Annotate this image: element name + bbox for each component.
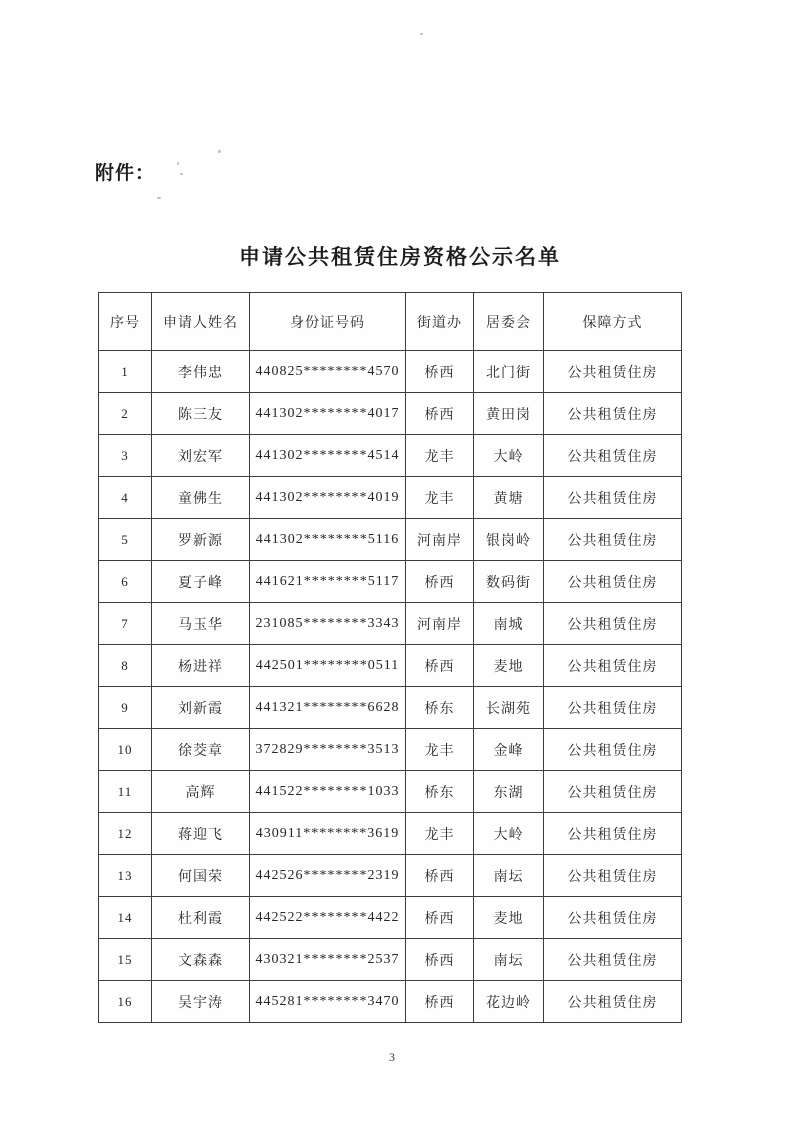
cell-id: 430911********3619 — [250, 813, 406, 855]
scan-speck — [157, 197, 161, 199]
table-row — [99, 939, 682, 981]
cell-street-office: 桥西 — [406, 855, 474, 897]
cell-street-office: 桥东 — [406, 687, 474, 729]
cell-street-office: 桥西 — [406, 981, 474, 1023]
cell-guarantee-type: 公共租赁住房 — [544, 477, 682, 519]
cell-name: 吴宇涛 — [152, 981, 250, 1023]
cell-residents-committee: 大岭 — [474, 435, 544, 477]
cell-no: 7 — [99, 603, 152, 645]
table-row — [99, 393, 682, 435]
cell-name: 夏子峰 — [152, 561, 250, 603]
cell-no: 6 — [99, 561, 152, 603]
table-header-row — [99, 293, 682, 351]
col-header-guarantee-type: 保障方式 — [544, 293, 682, 351]
cell-street-office: 桥西 — [406, 897, 474, 939]
cell-residents-committee: 北门街 — [474, 351, 544, 393]
page-title: 申请公共租赁住房资格公示名单 — [239, 245, 561, 269]
cell-street-office: 桥西 — [406, 645, 474, 687]
table-row — [99, 519, 682, 561]
cell-no: 10 — [99, 729, 152, 771]
table-row — [99, 603, 682, 645]
cell-id: 442526********2319 — [250, 855, 406, 897]
cell-name: 高辉 — [152, 771, 250, 813]
cell-name: 马玉华 — [152, 603, 250, 645]
table-row — [99, 351, 682, 393]
table-row — [99, 687, 682, 729]
cell-name: 文森森 — [152, 939, 250, 981]
cell-no: 9 — [99, 687, 152, 729]
cell-residents-committee: 黄塘 — [474, 477, 544, 519]
cell-residents-committee: 南城 — [474, 603, 544, 645]
cell-street-office: 桥西 — [406, 393, 474, 435]
cell-id: 442501********0511 — [250, 645, 406, 687]
cell-residents-committee: 金峰 — [474, 729, 544, 771]
cell-id: 445281********3470 — [250, 981, 406, 1023]
table-row — [99, 813, 682, 855]
cell-street-office: 龙丰 — [406, 435, 474, 477]
cell-residents-committee: 南坛 — [474, 939, 544, 981]
table-row — [99, 855, 682, 897]
cell-no: 15 — [99, 939, 152, 981]
cell-no: 8 — [99, 645, 152, 687]
cell-guarantee-type: 公共租赁住房 — [544, 351, 682, 393]
cell-residents-committee: 银岗岭 — [474, 519, 544, 561]
cell-no: 5 — [99, 519, 152, 561]
cell-no: 14 — [99, 897, 152, 939]
cell-street-office: 龙丰 — [406, 477, 474, 519]
cell-residents-committee: 长湖苑 — [474, 687, 544, 729]
cell-guarantee-type: 公共租赁住房 — [544, 981, 682, 1023]
col-header-name: 申请人姓名 — [152, 293, 250, 351]
cell-id: 441302********4019 — [250, 477, 406, 519]
cell-residents-committee: 南坛 — [474, 855, 544, 897]
scan-speck — [180, 173, 183, 175]
cell-id: 441302********5116 — [250, 519, 406, 561]
table-row — [99, 477, 682, 519]
cell-guarantee-type: 公共租赁住房 — [544, 519, 682, 561]
cell-id: 441302********4514 — [250, 435, 406, 477]
cell-residents-committee: 东湖 — [474, 771, 544, 813]
cell-id: 430321********2537 — [250, 939, 406, 981]
cell-name: 蒋迎飞 — [152, 813, 250, 855]
cell-id: 372829********3513 — [250, 729, 406, 771]
cell-guarantee-type: 公共租赁住房 — [544, 435, 682, 477]
cell-guarantee-type: 公共租赁住房 — [544, 645, 682, 687]
scan-speck — [177, 162, 179, 165]
cell-id: 440825********4570 — [250, 351, 406, 393]
cell-street-office: 桥东 — [406, 771, 474, 813]
cell-street-office: 桥西 — [406, 939, 474, 981]
table-row — [99, 561, 682, 603]
cell-name: 陈三友 — [152, 393, 250, 435]
table-row — [99, 729, 682, 771]
cell-guarantee-type: 公共租赁住房 — [544, 897, 682, 939]
cell-id: 441621********5117 — [250, 561, 406, 603]
applicants-table — [98, 292, 682, 1023]
cell-guarantee-type: 公共租赁住房 — [544, 939, 682, 981]
cell-id: 441321********6628 — [250, 687, 406, 729]
cell-id: 441522********1033 — [250, 771, 406, 813]
cell-street-office: 桥西 — [406, 351, 474, 393]
cell-id: 231085********3343 — [250, 603, 406, 645]
table-row — [99, 645, 682, 687]
cell-id: 441302********4017 — [250, 393, 406, 435]
cell-name: 杨进祥 — [152, 645, 250, 687]
cell-guarantee-type: 公共租赁住房 — [544, 393, 682, 435]
cell-no: 13 — [99, 855, 152, 897]
cell-name: 罗新源 — [152, 519, 250, 561]
cell-name: 刘宏军 — [152, 435, 250, 477]
cell-guarantee-type: 公共租赁住房 — [544, 561, 682, 603]
col-header-street-office: 街道办 — [406, 293, 474, 351]
cell-guarantee-type: 公共租赁住房 — [544, 813, 682, 855]
cell-street-office: 河南岸 — [406, 519, 474, 561]
cell-residents-committee: 麦地 — [474, 897, 544, 939]
cell-residents-committee: 麦地 — [474, 645, 544, 687]
cell-name: 何国荣 — [152, 855, 250, 897]
cell-name: 童佛生 — [152, 477, 250, 519]
cell-street-office: 桥西 — [406, 561, 474, 603]
table-row — [99, 897, 682, 939]
table-header — [99, 293, 682, 351]
cell-residents-committee: 花边岭 — [474, 981, 544, 1023]
table-row — [99, 771, 682, 813]
cell-guarantee-type: 公共租赁住房 — [544, 729, 682, 771]
cell-no: 2 — [99, 393, 152, 435]
cell-name: 李伟忠 — [152, 351, 250, 393]
table-row — [99, 981, 682, 1023]
cell-no: 11 — [99, 771, 152, 813]
cell-guarantee-type: 公共租赁住房 — [544, 603, 682, 645]
cell-no: 3 — [99, 435, 152, 477]
cell-guarantee-type: 公共租赁住房 — [544, 855, 682, 897]
cell-guarantee-type: 公共租赁住房 — [544, 771, 682, 813]
cell-residents-committee: 数码街 — [474, 561, 544, 603]
cell-guarantee-type: 公共租赁住房 — [544, 687, 682, 729]
col-header-id-number: 身份证号码 — [250, 293, 406, 351]
attachment-label: 附件： — [95, 163, 156, 184]
cell-residents-committee: 大岭 — [474, 813, 544, 855]
cell-name: 刘新霞 — [152, 687, 250, 729]
cell-no: 1 — [99, 351, 152, 393]
cell-no: 16 — [99, 981, 152, 1023]
page-number: 3 — [389, 1050, 395, 1064]
table-body — [99, 351, 682, 1023]
cell-id: 442522********4422 — [250, 897, 406, 939]
cell-street-office: 龙丰 — [406, 729, 474, 771]
table-row — [99, 435, 682, 477]
cell-street-office: 河南岸 — [406, 603, 474, 645]
cell-residents-committee: 黄田岗 — [474, 393, 544, 435]
cell-no: 12 — [99, 813, 152, 855]
scan-speck — [218, 150, 221, 153]
cell-no: 4 — [99, 477, 152, 519]
cell-name: 杜利霞 — [152, 897, 250, 939]
scan-speck — [420, 33, 423, 35]
col-header-no: 序号 — [99, 293, 152, 351]
col-header-residents-committee: 居委会 — [474, 293, 544, 351]
cell-name: 徐茭章 — [152, 729, 250, 771]
cell-street-office: 龙丰 — [406, 813, 474, 855]
